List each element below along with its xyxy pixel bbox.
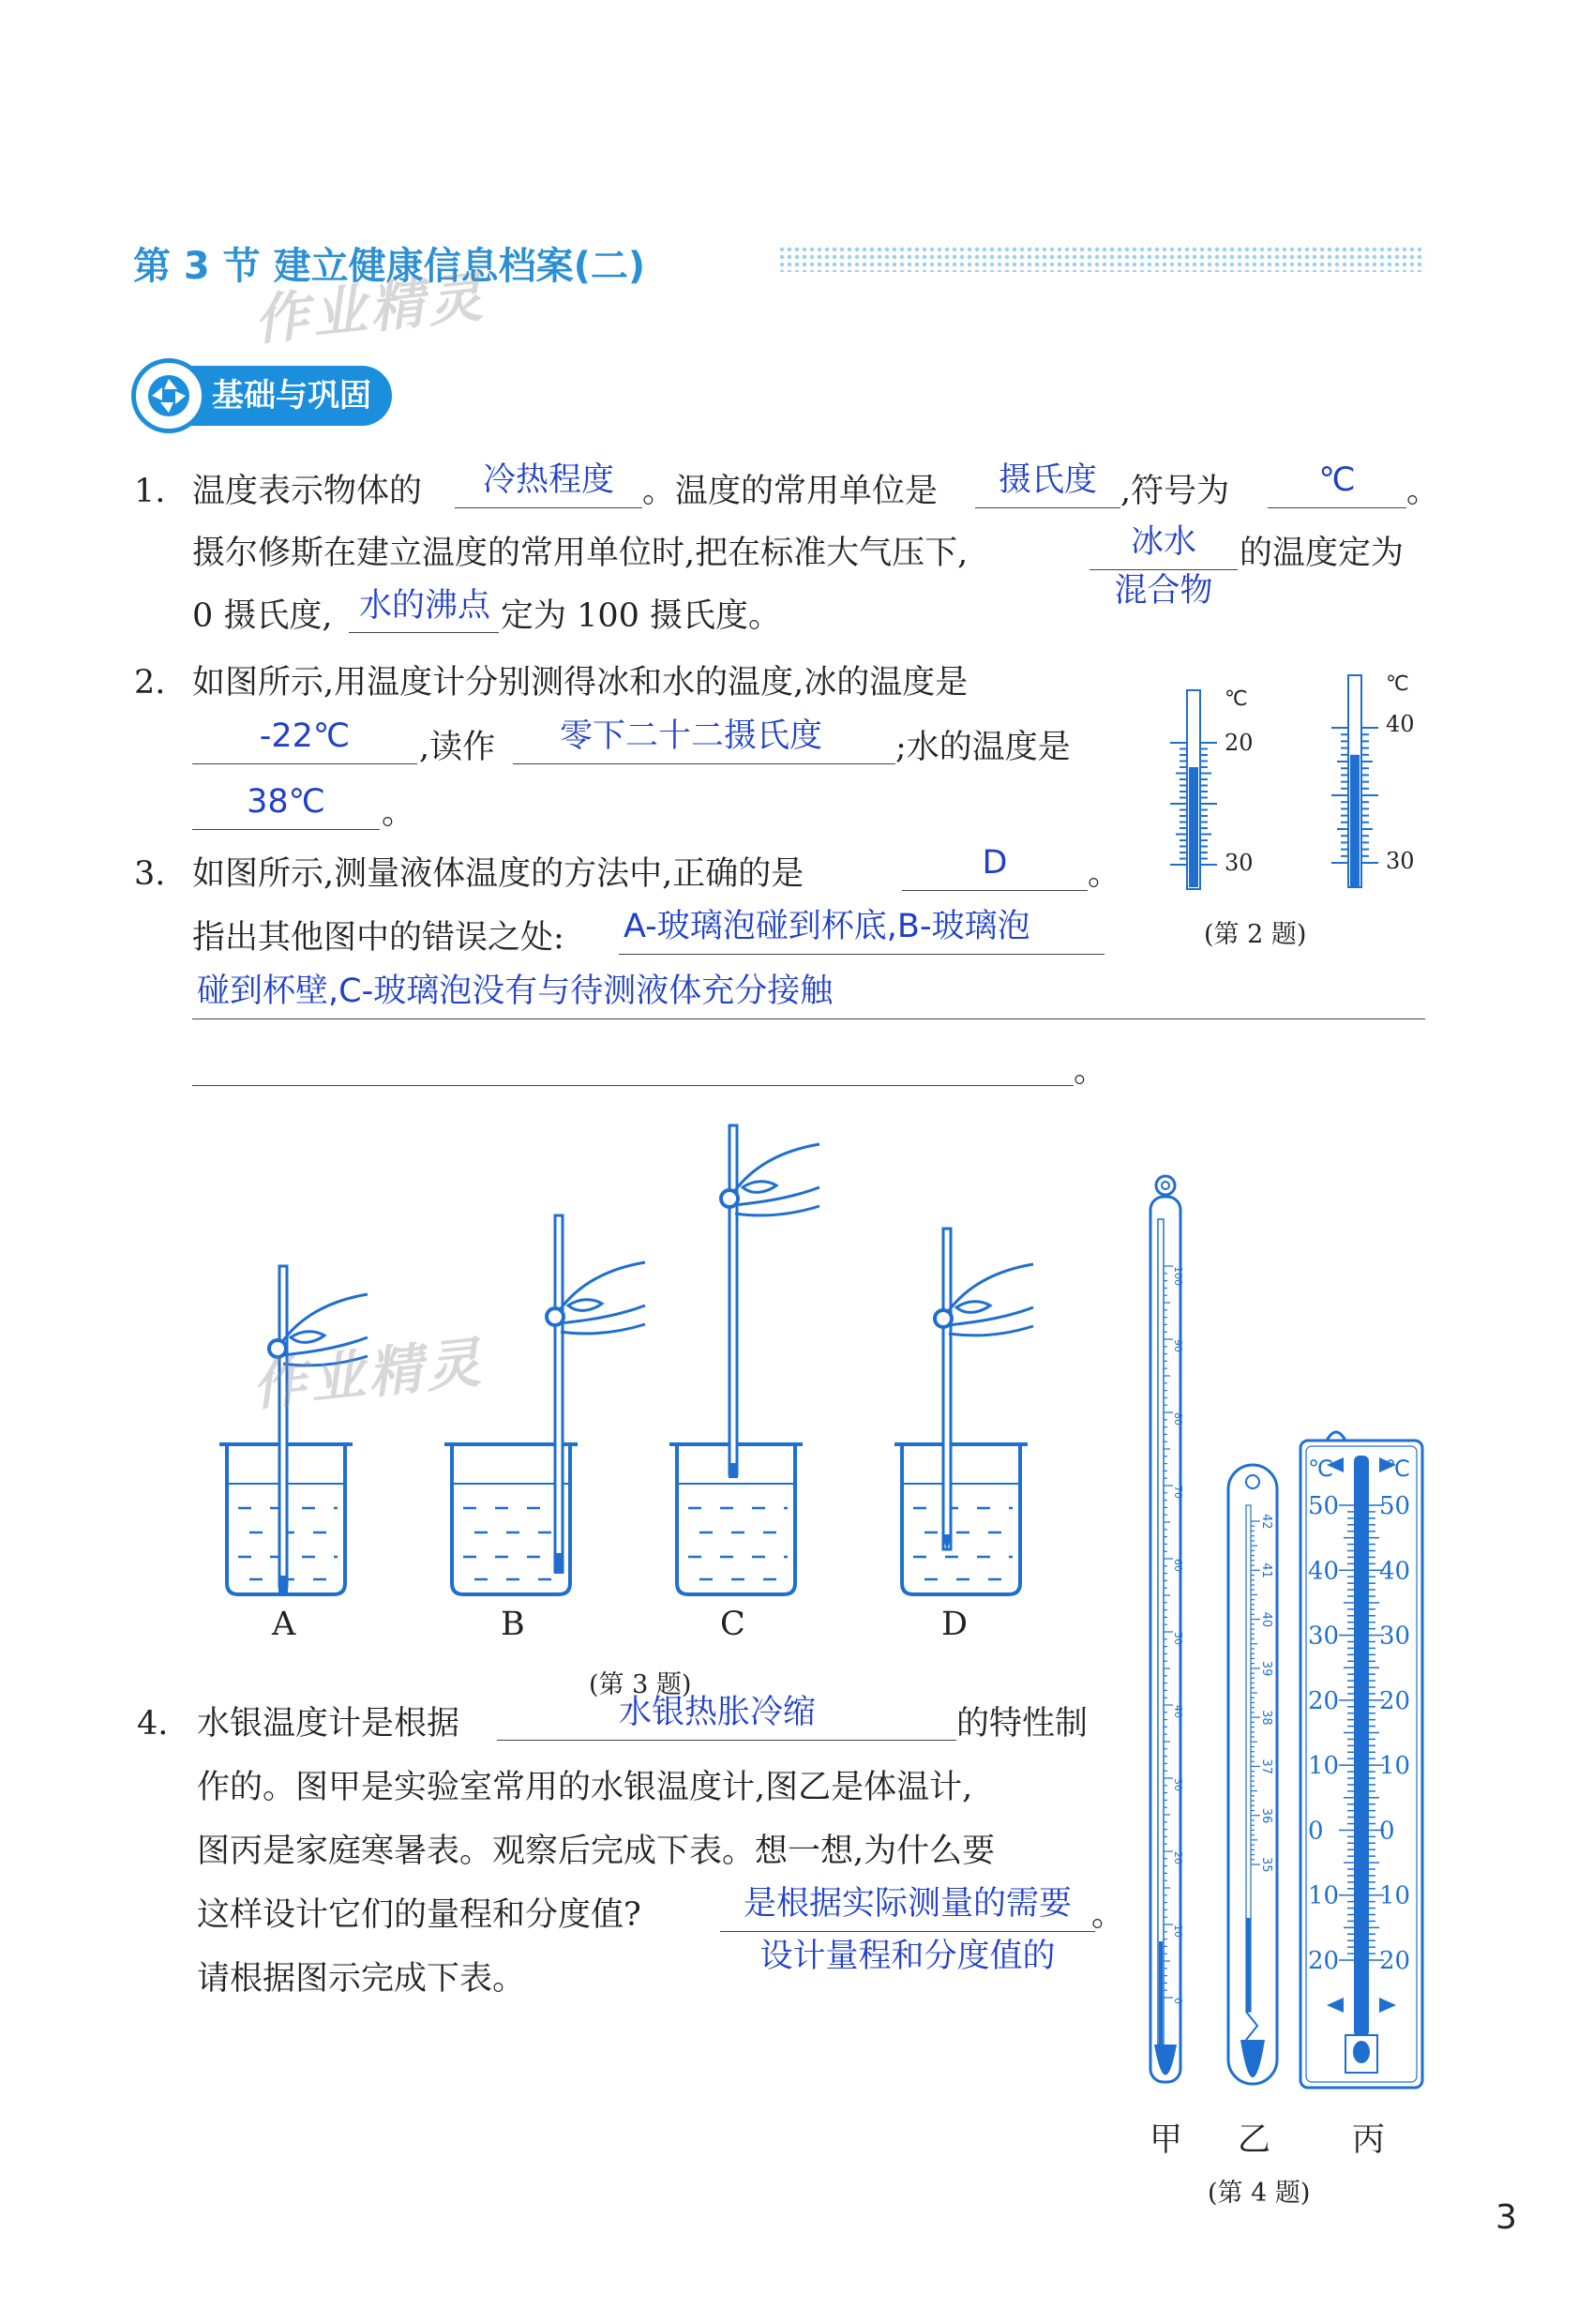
wall-thermometer-tick-label-left: 40 xyxy=(1308,1557,1340,1586)
q1-blank-b xyxy=(975,507,1120,508)
clinical-thermometer-tick-label: 40 xyxy=(1259,1611,1273,1628)
lab-thermometer-tick-label: 30 xyxy=(1172,1778,1184,1791)
q4-answer-b-line1: 是根据实际测量的需要 xyxy=(743,1885,1072,1923)
wall-thermometer-tick-label-left: 50 xyxy=(1308,1492,1340,1520)
q2-blank-b xyxy=(513,763,895,764)
q1-text-3a: 0 摄氏度, xyxy=(192,597,333,635)
beaker-a xyxy=(219,1266,368,1594)
q4-blank-a xyxy=(497,1740,956,1741)
wall-thermometer-tick-label-right: 30 xyxy=(1379,1622,1411,1651)
q3-text-1-end: 。 xyxy=(1088,855,1121,893)
q2-number: 2. xyxy=(134,664,166,702)
wall-thermometer-tick-label-left: 0 xyxy=(1308,1817,1324,1846)
q3-blank-b1 xyxy=(619,954,1105,955)
q3-answer-b-line2: 碰到杯壁,C-玻璃泡没有与待测液体充分接触 xyxy=(197,973,834,1010)
wall-unit-left: ℃ xyxy=(1308,1456,1333,1482)
wall-thermometer-tick-label-right: 20 xyxy=(1379,1686,1411,1715)
lab-thermometer-tick-label: 0 xyxy=(1172,1998,1184,2004)
q3-answer-a: D xyxy=(982,844,1008,882)
q2-thermometers-figure xyxy=(1135,656,1416,910)
q1-text-1a: 温度表示物体的 xyxy=(192,473,423,510)
wall-thermometer-tick-label-left: 20 xyxy=(1308,1947,1340,1975)
wall-thermometer-tick-label-left: 20 xyxy=(1308,1686,1340,1715)
q3-answer-b-line1: A-玻璃泡碰到杯底,B-玻璃泡 xyxy=(624,908,1030,945)
q3-label-d: D xyxy=(941,1606,969,1643)
q4-blank-b xyxy=(720,1931,1095,1932)
lab-thermometer-tick-label: 100 xyxy=(1172,1266,1184,1286)
wall-thermometer-tick-label-right: 40 xyxy=(1379,1557,1411,1586)
q1-answer-b: 摄氏度 xyxy=(998,461,1097,499)
wall-thermometer-tick-label-left: 10 xyxy=(1308,1881,1340,1910)
wall-thermometer-tick-label-right: 10 xyxy=(1379,1752,1411,1781)
q2-right-tick-label-1: 40 xyxy=(1386,711,1415,737)
clinical-thermometer xyxy=(1228,1465,1277,2084)
q4-answer-a: 水银热胀冷缩 xyxy=(618,1694,816,1731)
title-dotted-bar xyxy=(778,246,1425,272)
q4-thermometers-figure xyxy=(1130,1172,1439,2129)
q4-number: 4. xyxy=(137,1705,169,1743)
q1-text-3b: 定为 100 摄氏度。 xyxy=(501,597,782,635)
q1-answer-d-line1: 冰水 xyxy=(1130,523,1196,561)
beaker-b xyxy=(444,1215,645,1594)
q1-blank-c xyxy=(1268,507,1406,508)
page-number: 3 xyxy=(1495,2198,1517,2237)
lab-thermometer-tick-label: 40 xyxy=(1172,1705,1184,1718)
q4-label-yi: 乙 xyxy=(1238,2121,1271,2159)
q2-text-2b: ;水的温度是 xyxy=(895,729,1071,766)
q4-text-2: 作的。图甲是实验室常用的水银温度计,图乙是体温计, xyxy=(197,1769,973,1806)
wall-thermometer-tick-label-right: 0 xyxy=(1379,1817,1395,1846)
q2-left-tick-label-1: 20 xyxy=(1225,730,1254,756)
q4-caption: (第 4 题) xyxy=(1208,2179,1311,2208)
q2-answer-c: 38℃ xyxy=(247,783,325,821)
section-title: 第 3 节 建立健康信息档案(二) xyxy=(133,245,646,288)
q1-answer-c: ℃ xyxy=(1318,461,1356,499)
q3-text-1: 如图所示,测量液体温度的方法中,正确的是 xyxy=(192,855,804,893)
q2-blank-a xyxy=(192,763,417,764)
q3-caption: (第 3 题) xyxy=(589,1670,692,1699)
wall-thermometer-tick-label-right: 20 xyxy=(1379,1947,1411,1975)
clinical-thermometer-tick-label: 36 xyxy=(1259,1807,1273,1824)
lab-thermometer xyxy=(1150,1176,1184,2082)
figure-watermark: 作业精灵 xyxy=(248,1330,488,1418)
q1-answer-d-line2: 混合物 xyxy=(1114,572,1213,610)
wall-thermometer-tick-label-right: 50 xyxy=(1379,1492,1411,1520)
lab-thermometer-tick-label: 50 xyxy=(1172,1632,1184,1645)
q2-text-1: 如图所示,用温度计分别测得冰和水的温度,冰的温度是 xyxy=(192,664,969,702)
q3-label-a: A xyxy=(272,1606,296,1643)
q4-answer-b-line2: 设计量程和分度值的 xyxy=(759,1938,1056,1975)
q4-text-1a: 水银温度计是根据 xyxy=(197,1705,460,1743)
lab-thermometer-tick-label: 20 xyxy=(1172,1851,1184,1864)
wall-thermometer xyxy=(1300,1432,1422,2088)
wall-thermometer-tick-label-left: 10 xyxy=(1308,1752,1340,1781)
wall-thermometer-tick-label-right: 10 xyxy=(1379,1881,1411,1910)
section-badge: 基础与巩固 xyxy=(139,366,392,426)
q3-blank-b3 xyxy=(192,1085,1074,1086)
q1-text-1d: 。 xyxy=(1406,473,1440,510)
q3-label-c: C xyxy=(720,1606,745,1643)
watermark: 作业精灵 xyxy=(250,264,489,353)
q2-answer-b: 零下二十二摄氏度 xyxy=(559,717,822,755)
q2-text-3: 。 xyxy=(382,794,415,832)
clinical-thermometer-tick-label: 38 xyxy=(1259,1710,1273,1726)
q4-label-bing: 丙 xyxy=(1352,2121,1386,2159)
q1-number: 1. xyxy=(134,473,166,510)
clinical-thermometer-tick-label: 39 xyxy=(1259,1660,1273,1677)
lab-thermometer-tick-label: 70 xyxy=(1172,1486,1184,1499)
q1-text-1b: 。温度的常用单位是 xyxy=(642,473,939,510)
clinical-thermometer-tick-label: 37 xyxy=(1259,1758,1273,1774)
q4-text-3: 图丙是家庭寒暑表。观察后完成下表。想一想,为什么要 xyxy=(197,1833,996,1870)
q3-text-2: 指出其他图中的错误之处: xyxy=(192,919,564,957)
q3-number: 3. xyxy=(134,855,166,893)
q3-blank-a xyxy=(902,890,1088,891)
wall-unit-right: ℃ xyxy=(1385,1456,1410,1482)
q4-text-4: 这样设计它们的量程和分度值? xyxy=(197,1896,641,1934)
q4-text-1b: 的特性制 xyxy=(956,1705,1089,1743)
q2-right-unit: ℃ xyxy=(1386,672,1409,696)
q2-text-2a: ,读作 xyxy=(419,729,496,766)
q4-text-5: 请根据图示完成下表。 xyxy=(197,1960,526,1998)
q1-text-1c: ,符号为 xyxy=(1120,473,1230,510)
q4-text-4-end: 。 xyxy=(1091,1896,1125,1934)
badge-camera-icon xyxy=(131,358,206,433)
q3-label-b: B xyxy=(501,1606,525,1643)
q2-left-tick-label-2: 30 xyxy=(1225,850,1254,876)
q2-left-thermometer xyxy=(1170,687,1254,889)
q1-answer-e: 水的沸点 xyxy=(358,587,490,625)
q2-left-unit: ℃ xyxy=(1225,687,1248,711)
lab-thermometer-tick-label: 60 xyxy=(1172,1559,1184,1572)
lab-thermometer-tick-label: 10 xyxy=(1172,1924,1184,1938)
q2-right-tick-label-2: 30 xyxy=(1386,848,1415,874)
q1-text-2a: 摄尔修斯在建立温度的常用单位时,把在标准大气压下, xyxy=(192,535,969,572)
clinical-thermometer-tick-label: 41 xyxy=(1259,1562,1273,1578)
q2-caption: (第 2 题) xyxy=(1204,920,1307,949)
q1-blank-a xyxy=(455,507,642,508)
q2-right-thermometer xyxy=(1331,672,1415,887)
lab-thermometer-tick-label: 90 xyxy=(1172,1339,1184,1352)
wall-thermometer-tick-label-left: 30 xyxy=(1308,1622,1340,1651)
q3-end: 。 xyxy=(1074,1052,1107,1090)
beaker-d xyxy=(894,1229,1033,1594)
q1-answer-a: 冷热程度 xyxy=(482,461,614,499)
clinical-thermometer-tick-label: 35 xyxy=(1259,1857,1273,1873)
clinical-thermometer-tick-label: 42 xyxy=(1259,1514,1273,1530)
lab-thermometer-tick-label: 80 xyxy=(1172,1412,1184,1426)
q2-blank-c xyxy=(192,829,380,830)
q1-blank-e xyxy=(349,632,499,633)
q4-label-jia: 甲 xyxy=(1150,2121,1183,2159)
q2-answer-a: -22℃ xyxy=(259,717,351,755)
q1-text-2b: 的温度定为 xyxy=(1240,535,1405,572)
beaker-c xyxy=(669,1125,819,1594)
